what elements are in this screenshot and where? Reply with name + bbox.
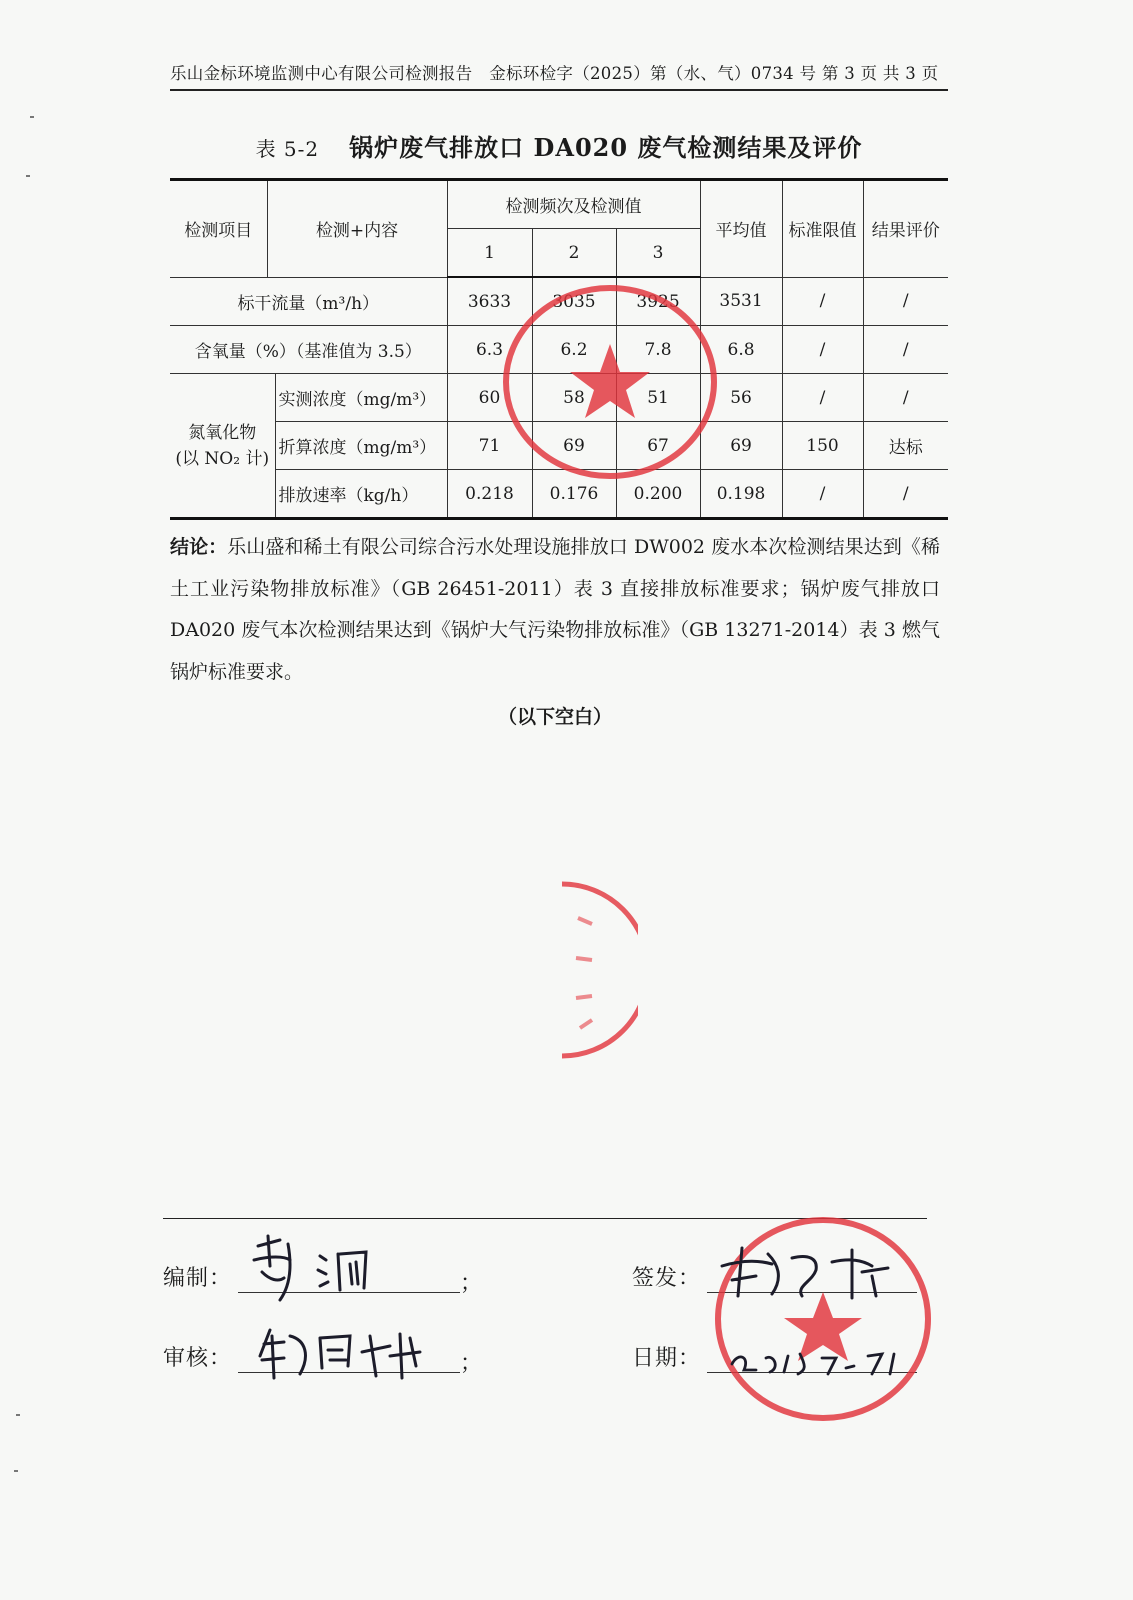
cell-average: 0.198 bbox=[700, 470, 782, 519]
scan-artifact bbox=[30, 116, 34, 118]
cell-average: 6.8 bbox=[700, 326, 782, 374]
date-handwritten bbox=[722, 1340, 912, 1380]
cell-evaluation: / bbox=[863, 277, 948, 326]
header-evaluation: 结果评价 bbox=[863, 180, 948, 278]
cell-evaluation: / bbox=[863, 326, 948, 374]
conclusion-text: 乐山盛和稀土有限公司综合污水处理设施排放口 DW002 废水本次检测结果达到《稀土工业污染物排放标准》（GB 26451-2011）表 3 直接排放标准要求；锅炉废气排放口 DA020 废气本次检测结果达到《锅炉大气污染物排放标准》（GB 13271-2014）表 3 燃气锅炉标准要求。 bbox=[170, 536, 940, 683]
cell-value: 0.200 bbox=[616, 470, 700, 519]
blank-note: （以下空白） bbox=[497, 706, 612, 728]
header-freq-1: 1 bbox=[447, 229, 532, 278]
cell-value: 0.218 bbox=[447, 470, 532, 519]
cell-value: 3633 bbox=[447, 277, 532, 326]
compiled-terminator: ； bbox=[460, 1271, 483, 1296]
cell-value: 58 bbox=[532, 374, 616, 422]
cell-value: 51 bbox=[616, 374, 700, 422]
nox-group-line2: (以 NO₂ 计) bbox=[175, 448, 270, 469]
header-limit: 标准限值 bbox=[782, 180, 863, 278]
cell-limit: / bbox=[782, 326, 863, 374]
nox-group-label bbox=[170, 374, 275, 519]
cell-value: 6.2 bbox=[532, 326, 616, 374]
cell-limit: / bbox=[782, 470, 863, 519]
cell-evaluation: / bbox=[863, 374, 948, 422]
cell-evaluation: 达标 bbox=[863, 422, 948, 470]
seal-stamp-table bbox=[500, 282, 720, 482]
scan-artifact bbox=[16, 1414, 20, 1416]
row-label: 排放速率（kg/h） bbox=[275, 470, 447, 519]
cell-value: 3925 bbox=[616, 277, 700, 326]
row-label: 标干流量（m³/h） bbox=[170, 277, 447, 326]
reviewed-label: 审核： bbox=[163, 1346, 233, 1371]
header-average: 平均值 bbox=[700, 180, 782, 278]
compiled-signature bbox=[240, 1226, 420, 1306]
nox-group-line1: 氮氧化物 bbox=[188, 422, 257, 443]
scan-artifact bbox=[14, 1470, 18, 1472]
scan-artifact bbox=[26, 175, 30, 177]
cell-value: 6.3 bbox=[447, 326, 532, 374]
cell-average: 56 bbox=[700, 374, 782, 422]
row-label: 折算浓度（mg/m³） bbox=[275, 422, 447, 470]
header-item: 检测项目 bbox=[170, 180, 267, 278]
cell-value: 60 bbox=[447, 374, 532, 422]
cell-limit: / bbox=[782, 277, 863, 326]
reviewed-terminator: ； bbox=[460, 1351, 483, 1376]
table-number: 表 5-2 bbox=[255, 137, 320, 161]
header-frequency: 检测频次及检测值 bbox=[447, 180, 700, 229]
seal-stamp-partial bbox=[558, 878, 638, 1063]
cell-limit: / bbox=[782, 374, 863, 422]
report-header: 乐山金标环境监测中心有限公司检测报告 金标环检字（2025）第（水、气）0734 号 第 3 页 共 3 页 bbox=[170, 60, 948, 91]
header-freq-2: 2 bbox=[532, 229, 616, 278]
cell-value: 0.176 bbox=[532, 470, 616, 519]
conclusion-paragraph bbox=[170, 527, 940, 693]
cell-average: 3531 bbox=[700, 277, 782, 326]
cell-evaluation: / bbox=[863, 470, 948, 519]
reviewed-signature bbox=[250, 1316, 450, 1386]
row-label: 含氧量（%）（基准值为 3.5） bbox=[170, 326, 447, 374]
conclusion-label: 结论： bbox=[170, 536, 228, 558]
cell-value: 3035 bbox=[532, 277, 616, 326]
header-content: 检测+内容 bbox=[267, 180, 447, 278]
cell-value: 67 bbox=[616, 422, 700, 470]
cell-value: 71 bbox=[447, 422, 532, 470]
cell-value: 69 bbox=[532, 422, 616, 470]
row-label: 实测浓度（mg/m³） bbox=[275, 374, 447, 422]
cell-value: 7.8 bbox=[616, 326, 700, 374]
table-title bbox=[170, 128, 948, 163]
header-freq-3: 3 bbox=[616, 229, 700, 278]
compiled-label: 编制： bbox=[163, 1266, 233, 1291]
cell-average: 69 bbox=[700, 422, 782, 470]
table-title-text: 锅炉废气排放口 DA020 废气检测结果及评价 bbox=[349, 133, 863, 162]
cell-limit: 150 bbox=[782, 422, 863, 470]
issued-signature bbox=[712, 1236, 902, 1306]
date-label: 日期： bbox=[632, 1346, 702, 1371]
issued-label: 签发： bbox=[632, 1266, 702, 1291]
